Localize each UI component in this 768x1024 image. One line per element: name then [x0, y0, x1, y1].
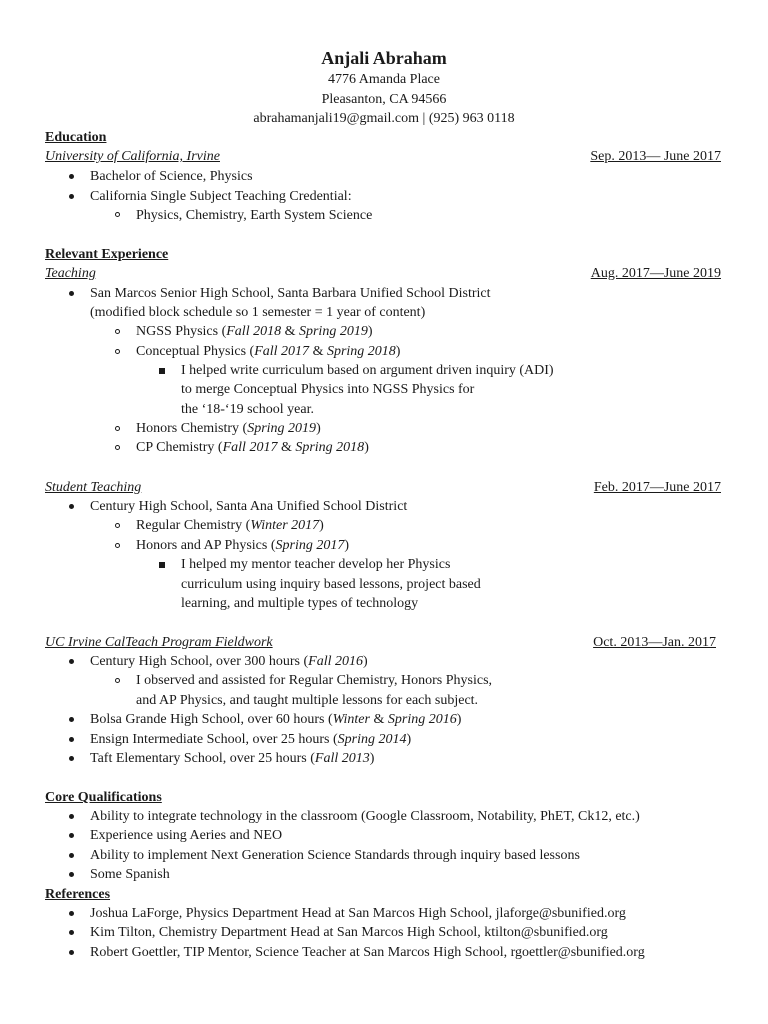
bullet-circle [115, 678, 120, 683]
fieldwork-dates: Oct. 2013—Jan. 2017 [593, 635, 716, 650]
course-cp-chemistry: CP Chemistry (Fall 2017 & Spring 2018) [136, 440, 369, 455]
bullet-disc [69, 194, 74, 199]
bullet-disc [69, 504, 74, 509]
bullet-disc [69, 833, 74, 838]
teaching-note: to merge Conceptual Physics into NGSS Physics for [181, 382, 475, 397]
teaching-school: San Marcos Senior High School, Santa Barbara Unified School District [90, 286, 491, 301]
resume-name: Anjali Abraham [321, 48, 447, 68]
teaching-dates: Aug. 2017—June 2019 [590, 266, 721, 281]
fieldwork-century: Century High School, over 300 hours (Fall 2016) [90, 654, 368, 669]
course-honors-ap-physics: Honors and AP Physics (Spring 2017) [136, 538, 350, 553]
course-ngss-physics: NGSS Physics (Fall 2018 & Spring 2019) [136, 324, 373, 339]
bullet-disc [69, 872, 74, 877]
qualification-item: Experience using Aeries and NEO [90, 828, 283, 843]
student-teaching-title: Student Teaching [45, 480, 142, 495]
student-teaching-dates: Feb. 2017—June 2017 [593, 480, 721, 495]
reference-item: Joshua LaForge, Physics Department Head at San Marcos High School, jlaforge@sbunified.org [90, 906, 626, 921]
education-heading: Education [45, 130, 107, 145]
bullet-disc [69, 930, 74, 935]
education-item: California Single Subject Teaching Credential: [90, 189, 352, 204]
fieldwork-note: and AP Physics, and taught multiple lessons for each subject. [136, 693, 479, 708]
experience-heading: Relevant Experience [45, 247, 169, 262]
contact-line: abrahamanjali19@gmail.com | (925) 963 0118 [253, 111, 515, 126]
course-honors-chemistry: Honors Chemistry (Spring 2019) [136, 421, 321, 436]
student-teaching-note: learning, and multiple types of technology [181, 596, 419, 611]
teaching-title: Teaching [45, 266, 96, 281]
fieldwork-taft: Taft Elementary School, over 25 hours (Fall 2013) [90, 751, 375, 766]
qualifications-heading: Core Qualifications [45, 790, 162, 805]
bullet-disc [69, 737, 74, 742]
teaching-note: I helped write curriculum based on argument driven inquiry (ADI) [181, 363, 554, 378]
bullet-circle [115, 543, 120, 548]
bullet-circle [115, 426, 120, 431]
bullet-disc [69, 174, 74, 179]
bullet-circle [115, 329, 120, 334]
address-street: 4776 Amanda Place [328, 72, 440, 87]
student-teaching-note: I helped my mentor teacher develop her Physics [181, 557, 451, 572]
bullet-disc [69, 853, 74, 858]
qualification-item: Ability to integrate technology in the classroom (Google Classroom, Notability, PhET, Ck12, etc.) [90, 809, 640, 824]
bullet-disc [69, 950, 74, 955]
address-city: Pleasanton, CA 94566 [321, 92, 447, 107]
fieldwork-title: UC Irvine CalTeach Program Fieldwork [45, 635, 273, 650]
student-teaching-school: Century High School, Santa Ana Unified School District [90, 499, 408, 514]
bullet-circle [115, 349, 120, 354]
bullet-circle [115, 523, 120, 528]
reference-item: Robert Goettler, TIP Mentor, Science Teacher at San Marcos High School, rgoettler@sbunified.org [90, 945, 645, 960]
fieldwork-note: I observed and assisted for Regular Chemistry, Honors Physics, [136, 673, 493, 688]
education-school: University of California, Irvine [45, 149, 220, 164]
bullet-disc [69, 659, 74, 664]
bullet-disc [69, 814, 74, 819]
bullet-circle [115, 445, 120, 450]
education-item: Bachelor of Science, Physics [90, 169, 253, 184]
course-regular-chemistry: Regular Chemistry (Winter 2017) [136, 518, 324, 533]
reference-item: Kim Tilton, Chemistry Department Head at San Marcos High School, ktilton@sbunified.org [90, 925, 608, 940]
education-subitem: Physics, Chemistry, Earth System Science [136, 208, 373, 223]
teaching-note: the ‘18-‘19 school year. [181, 402, 314, 417]
student-teaching-note: curriculum using inquiry based lessons, project based [181, 577, 481, 592]
bullet-disc [69, 756, 74, 761]
education-dates: Sep. 2013— June 2017 [590, 149, 721, 164]
fieldwork-ensign: Ensign Intermediate School, over 25 hours (Spring 2014) [90, 732, 412, 747]
qualification-item: Some Spanish [90, 867, 170, 882]
qualification-item: Ability to implement Next Generation Science Standards through inquiry based lessons [90, 848, 580, 863]
bullet-disc [69, 291, 74, 296]
bullet-square [159, 562, 165, 568]
teaching-school-note: (modified block schedule so 1 semester = 1 year of content) [90, 305, 426, 320]
fieldwork-bolsa: Bolsa Grande High School, over 60 hours (Winter & Spring 2016) [90, 712, 462, 727]
bullet-disc [69, 717, 74, 722]
bullet-circle [115, 212, 120, 217]
bullet-square [159, 368, 165, 374]
references-heading: References [45, 887, 111, 902]
course-conceptual-physics: Conceptual Physics (Fall 2017 & Spring 2018) [136, 344, 401, 359]
bullet-disc [69, 911, 74, 916]
